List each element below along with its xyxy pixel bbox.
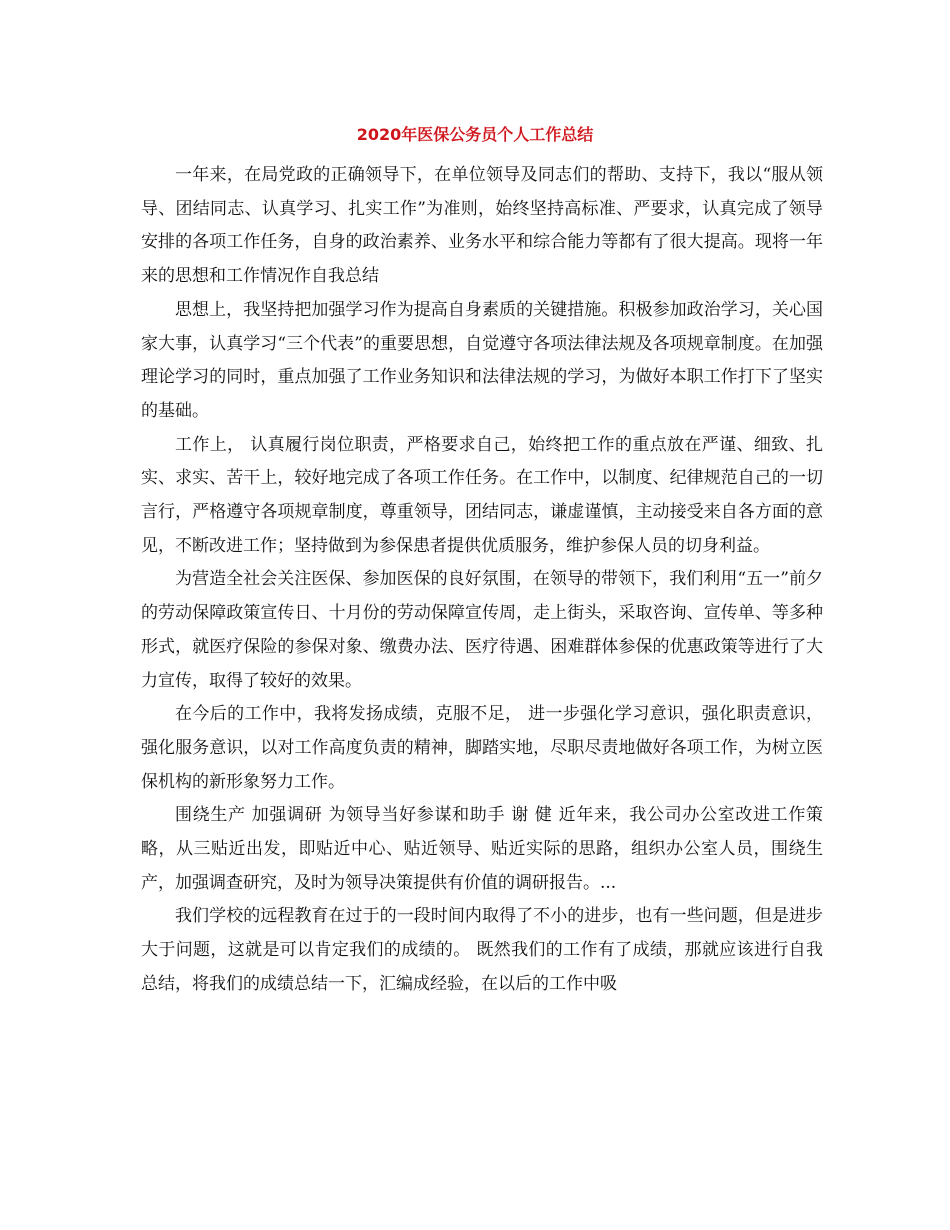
paragraph-thought: 思想上，我坚持把加强学习作为提高自身素质的关键措施。积极参加政治学习，关心国家大事，认真学习“三个代表”的重要思想，自觉遵守各项法律法规及各项规章制度。在加强理论学习的同时，重点加强了工作业务知识和法律法规的学习，为做好本职工作打下了坚实的基础。: [141, 299, 823, 421]
paragraph-publicity: 为营造全社会关注医保、参加医保的良好氛围，在领导的带领下，我们利用“五一”前夕的劳动保障政策宣传日、十月份的劳动保障宣传周，走上街头，采取咨询、宣传单、等多种形式，就医疗保险的参保对象、缴费办法、医疗待遇、困难群体参保的优惠政策等进行了大力宣传，取得了较好的效果。: [141, 569, 823, 691]
paragraph-research: 围绕生产 加强调研 为领导当好参谋和助手 谢 健 近年来，我公司办公室改进工作策略，从三贴近出发，即贴近中心、贴近领导、贴近实际的思路，组织办公室人员，围绕生产，加强调查研究，及时为领导决策提供有价值的调研报告。...: [141, 805, 823, 893]
paragraph-education: 我们学校的远程教育在过于的一段时间内取得了不小的进步，也有一些问题，但是进步大于问题，这就是可以肯定我们的成绩的。 既然我们的工作有了成绩，那就应该进行自我总结，将我们的成绩总结一下，汇编成经验，在以后的工作中吸: [141, 906, 823, 994]
document-title: 2020年医保公务员个人工作总结: [356, 125, 594, 144]
paragraph-intro: 一年来，在局党政的正确领导下，在单位领导及同志们的帮助、支持下，我以“服从领导、团结同志、认真学习、扎实工作”为准则，始终坚持高标准、严要求，认真完成了领导安排的各项工作任务，自身的政治素养、业务水平和综合能力等都有了很大提高。现将一年来的思想和工作情况作自我总结: [141, 165, 823, 287]
paragraph-work: 工作上， 认真履行岗位职责，严格要求自己，始终把工作的重点放在严谨、细致、扎实、求实、苦干上，较好地完成了各项工作任务。在工作中，以制度、纪律规范自己的一切言行，严格遵守各项规章制度，尊重领导，团结同志，谦虚谨慎，主动接受来自各方面的意见，不断改进工作；坚持做到为参保患者提供优质服务，维护参保人员的切身利益。: [141, 434, 823, 556]
paragraph-future: 在今后的工作中，我将发扬成绩，克服不足， 进一步强化学习意识，强化职责意识，强化服务意识，以对工作高度负责的精神，脚踏实地，尽职尽责地做好各项工作，为树立医保机构的新形象努力工作。: [141, 704, 823, 792]
document-body: [141, 159, 823, 1002]
